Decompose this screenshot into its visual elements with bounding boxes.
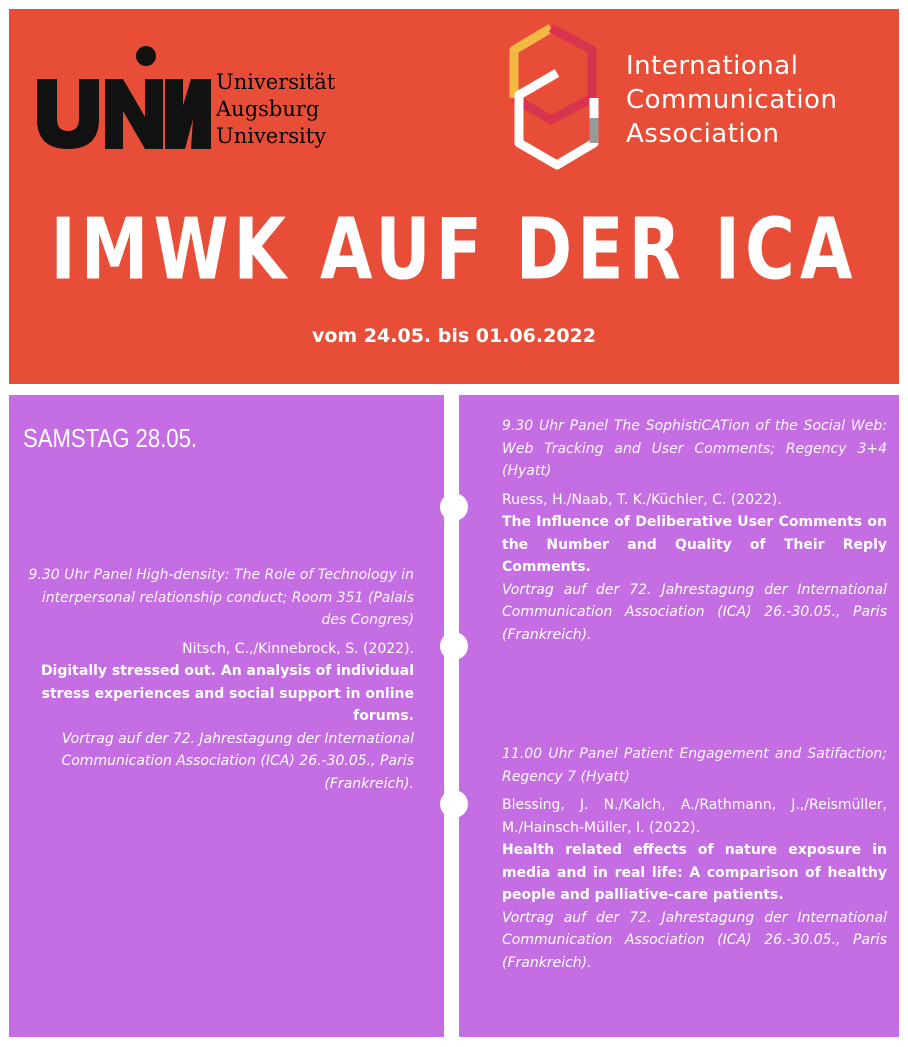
university-name (216, 69, 335, 150)
venue-info: Vortrag auf der 72. Jahrestagung der International Communication Association (ICA) 26.-30.05., Paris (Frankreich). (502, 581, 887, 643)
paper-title: The Influence of Deliberative User Comments on the Number and Quality of Their Reply Comments. (502, 514, 887, 575)
timeline-dot (440, 790, 468, 818)
authors: Blessing, J. N./Kalch, A./Rathmann, J.,/Reismüller, M./Hainsch-Müller, I. (2022). (502, 797, 887, 836)
paper-title: Digitally stressed out. An analysis of individual stress experiences and social support in online forums. (40, 663, 414, 724)
ica-name-line: Association (626, 119, 780, 149)
authors: Nitsch, C.,/Kinnebrock, S. (2022). (182, 640, 414, 657)
ica-name-line: Communication (626, 85, 838, 115)
day-heading: SAMSTAG 28.05. (23, 423, 198, 453)
talk-entry (502, 415, 887, 646)
university-name-line: University (216, 124, 327, 148)
talk-entry (18, 564, 414, 795)
ica-name-line: International (626, 51, 799, 81)
talk-entry (502, 743, 887, 974)
unia-logo (33, 39, 213, 149)
paper-title: Health related effects of nature exposure in media and in real life: A comparison of healthy people and palliative-care patients. (502, 842, 887, 903)
university-name-line: Universität (216, 70, 336, 94)
timeline-dot (440, 632, 468, 660)
schedule-right-column (459, 395, 899, 1037)
venue-info: Vortrag auf der 72. Jahrestagung der International Communication Association (ICA) 26.-30.05., Paris (Frankreich). (61, 730, 414, 792)
authors: Ruess, H./Naab, T. K./Küchler, C. (2022). (502, 491, 782, 508)
page-title: IMWK AUF DER ICA (50, 201, 858, 300)
date-range: vom 24.05. bis 01.06.2022 (311, 325, 597, 347)
header-banner (9, 9, 899, 384)
timeline-dot (440, 493, 468, 521)
panel-info: 11.00 Uhr Panel Patient Engagement and Satifaction; Regency 7 (Hyatt) (502, 746, 887, 785)
panel-info: 9.30 Uhr Panel The SophistiCATion of the Social Web: Web Tracking and User Comments; Regency 3+4 (Hyatt) (502, 418, 887, 479)
panel-info: 9.30 Uhr Panel High-density: The Role of Technology in interpersonal relationship conduct; Room 351 (Palais des Congres) (28, 567, 414, 628)
schedule-left-column (9, 395, 444, 1037)
ica-name (626, 49, 837, 151)
university-name-line: Augsburg (216, 97, 320, 121)
ica-logo (504, 23, 604, 173)
venue-info: Vortrag auf der 72. Jahrestagung der International Communication Association (ICA) 26.-30.05., Paris (Frankreich). (502, 909, 887, 971)
